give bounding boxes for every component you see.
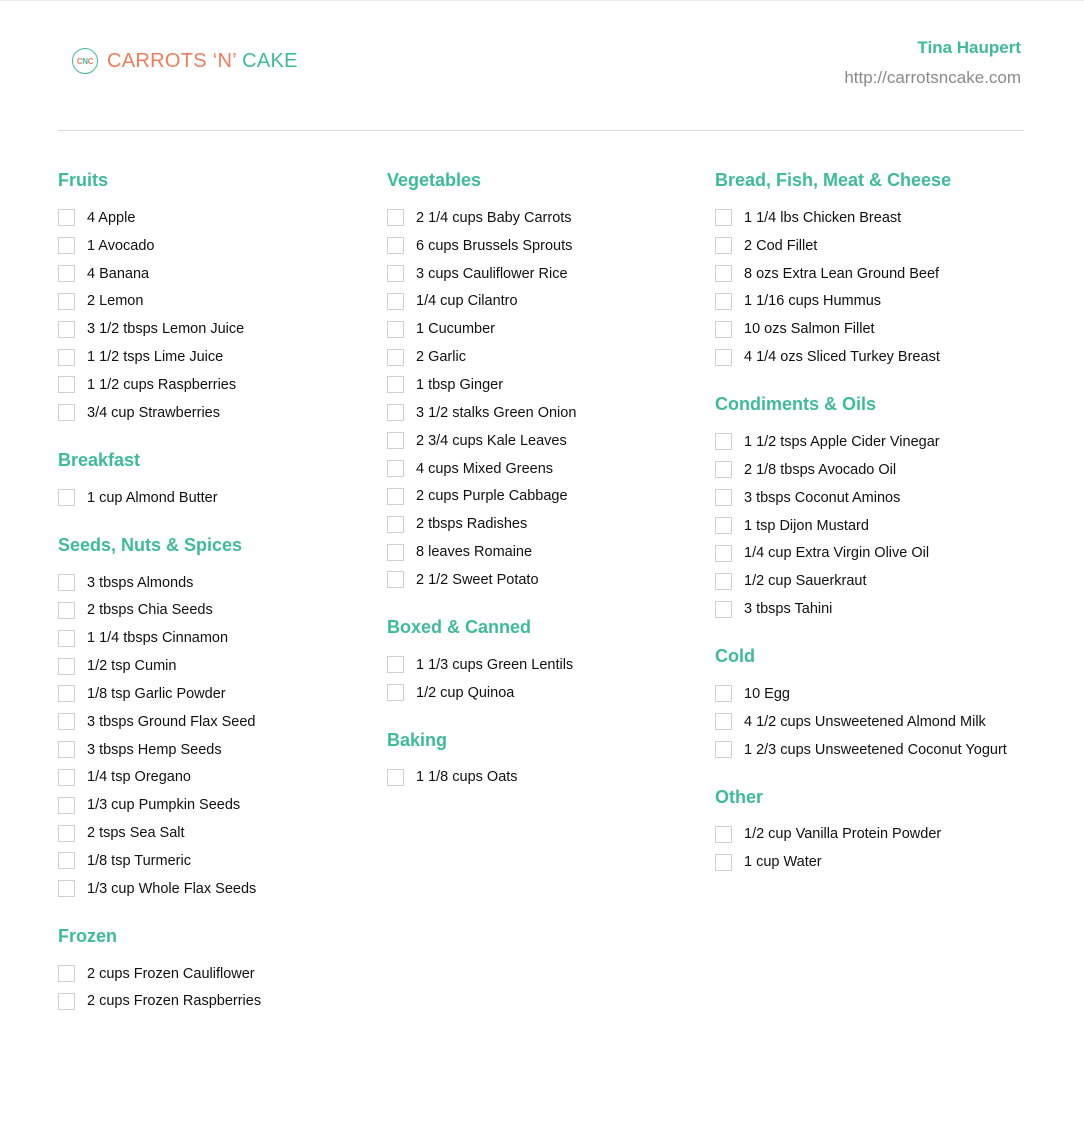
item-label: 2 Lemon	[87, 293, 144, 310]
item-checkbox[interactable]	[715, 601, 732, 618]
list-item[interactable]	[58, 569, 378, 597]
category-section	[715, 167, 1035, 371]
list-item[interactable]	[387, 764, 707, 792]
item-label: 3 tbsps Hemp Seeds	[87, 741, 222, 758]
item-label: 2 tbsps Chia Seeds	[87, 602, 213, 619]
list-item[interactable]	[58, 315, 378, 343]
item-checkbox[interactable]	[387, 432, 404, 449]
item-label: 1/4 tsp Oregano	[87, 769, 191, 786]
category-section	[715, 784, 1035, 877]
item-label: 1/4 cup Extra Virgin Olive Oil	[744, 545, 930, 562]
list-item[interactable]	[715, 848, 1035, 876]
category-section	[387, 167, 707, 594]
item-checkbox[interactable]	[58, 825, 75, 842]
column-3	[715, 167, 1035, 896]
list-item[interactable]	[58, 624, 378, 652]
item-label: 1 1/2 tsps Lime Juice	[87, 349, 224, 366]
category-section	[58, 167, 378, 427]
item-label: 1/3 cup Whole Flax Seeds	[87, 880, 257, 897]
list-item[interactable]	[387, 482, 707, 510]
item-label: 1 Avocado	[87, 237, 155, 254]
item-checkbox[interactable]	[58, 965, 75, 982]
list-item[interactable]	[387, 232, 707, 260]
item-label: 1 1/2 tsps Apple Cider Vinegar	[744, 433, 940, 450]
logo-badge-letter: C	[76, 56, 83, 66]
item-label: 1/8 tsp Turmeric	[87, 852, 191, 869]
list-item[interactable]	[58, 288, 378, 316]
category-section	[58, 532, 378, 903]
item-checkbox[interactable]	[58, 658, 75, 675]
list-item[interactable]	[387, 315, 707, 343]
logo-wordmark	[107, 50, 298, 73]
item-checkbox[interactable]	[58, 797, 75, 814]
category-section	[58, 923, 378, 1016]
column-2	[387, 167, 707, 811]
item-label: 1 tbsp Ginger	[416, 376, 504, 393]
category-section	[387, 727, 707, 792]
item-label: 8 ozs Extra Lean Ground Beef	[744, 265, 940, 282]
item-checkbox[interactable]	[387, 265, 404, 282]
logo-badge-icon	[72, 48, 98, 74]
list-item[interactable]	[58, 260, 378, 288]
item-checkbox[interactable]	[387, 656, 404, 673]
category-heading: Fruits	[58, 170, 109, 190]
list-item[interactable]	[715, 680, 1035, 708]
item-label: 1 1/4 lbs Chicken Breast	[744, 209, 902, 226]
list-item[interactable]	[58, 343, 378, 371]
list-item[interactable]	[387, 427, 707, 455]
item-checkbox[interactable]	[58, 993, 75, 1010]
item-checkbox[interactable]	[387, 488, 404, 505]
header-divider	[58, 130, 1024, 131]
item-checkbox[interactable]	[387, 209, 404, 226]
item-checkbox[interactable]	[715, 685, 732, 702]
item-checkbox[interactable]	[58, 741, 75, 758]
item-checkbox[interactable]	[715, 826, 732, 843]
list-item[interactable]	[58, 232, 378, 260]
item-label: 1/8 tsp Garlic Powder	[87, 685, 226, 702]
item-label: 1 1/8 cups Oats	[416, 769, 518, 786]
item-label: 1 1/4 tbsps Cinnamon	[87, 630, 229, 647]
item-label: 2 cups Purple Cabbage	[416, 488, 568, 505]
list-item[interactable]	[387, 679, 707, 707]
category-heading: Condiments & Oils	[715, 394, 877, 415]
list-item[interactable]	[58, 399, 378, 427]
item-label: 1 2/3 cups Unsweetened Coconut Yogurt	[744, 741, 1007, 758]
list-item[interactable]	[387, 510, 707, 538]
category-heading: Cold	[715, 645, 755, 666]
item-checkbox[interactable]	[387, 237, 404, 254]
item-checkbox[interactable]	[58, 237, 75, 254]
item-checkbox[interactable]	[715, 321, 732, 338]
item-label: 1/4 cup Cilantro	[416, 293, 518, 310]
item-checkbox[interactable]	[387, 376, 404, 393]
item-label: 4 Banana	[87, 265, 150, 282]
list-item[interactable]	[58, 680, 378, 708]
item-checkbox[interactable]	[387, 404, 404, 421]
item-checkbox[interactable]	[58, 574, 75, 591]
item-label: 2 1/8 tbsps Avocado Oil	[744, 461, 897, 478]
list-item[interactable]	[387, 538, 707, 566]
item-label: 10 Egg	[744, 685, 790, 702]
item-checkbox[interactable]	[715, 545, 732, 562]
item-checkbox[interactable]	[715, 265, 732, 282]
category-section	[58, 447, 378, 512]
item-label: 10 ozs Salmon Fillet	[744, 321, 875, 338]
list-item[interactable]	[715, 484, 1035, 512]
item-checkbox[interactable]	[715, 713, 732, 730]
item-checkbox[interactable]	[387, 349, 404, 366]
list-item[interactable]	[715, 428, 1035, 456]
item-label: 2 3/4 cups Kale Leaves	[416, 432, 567, 449]
item-label: 6 cups Brussels Sprouts	[416, 237, 573, 254]
item-label: 1/3 cup Pumpkin Seeds	[87, 797, 241, 814]
item-checkbox[interactable]	[58, 404, 75, 421]
list-item[interactable]	[715, 456, 1035, 484]
list-item[interactable]	[387, 371, 707, 399]
item-checkbox[interactable]	[715, 293, 732, 310]
list-item[interactable]	[387, 204, 707, 232]
list-item[interactable]	[715, 539, 1035, 567]
list-item[interactable]	[58, 708, 378, 736]
list-item[interactable]	[387, 399, 707, 427]
list-item[interactable]	[58, 847, 378, 875]
list-item[interactable]	[715, 204, 1035, 232]
item-label: 1 cup Water	[744, 854, 822, 871]
item-label: 3 tbsps Coconut Aminos	[744, 489, 901, 506]
list-item[interactable]	[387, 288, 707, 316]
item-checkbox[interactable]	[387, 321, 404, 338]
list-item[interactable]	[58, 484, 378, 512]
category-heading: Breakfast	[58, 449, 141, 470]
category-heading: Boxed & Canned	[387, 616, 532, 637]
item-checkbox[interactable]	[58, 602, 75, 619]
item-checkbox[interactable]	[58, 321, 75, 338]
item-label: 4 1/2 cups Unsweetened Almond Milk	[744, 713, 986, 730]
list-item[interactable]	[58, 652, 378, 680]
list-item[interactable]	[58, 791, 378, 819]
item-label: 3 1/2 stalks Green Onion	[416, 404, 577, 421]
category-heading: Frozen	[58, 925, 118, 946]
list-item[interactable]	[387, 260, 707, 288]
item-checkbox[interactable]	[387, 544, 404, 561]
item-checkbox[interactable]	[387, 460, 404, 477]
item-checkbox[interactable]	[715, 461, 732, 478]
item-label: 1/2 cup Sauerkraut	[744, 573, 867, 590]
item-checkbox[interactable]	[58, 852, 75, 869]
item-checkbox[interactable]	[58, 880, 75, 897]
item-label: 1 tsp Dijon Mustard	[744, 517, 869, 534]
list-item[interactable]	[715, 315, 1035, 343]
item-checkbox[interactable]	[58, 265, 75, 282]
item-checkbox[interactable]	[58, 376, 75, 393]
item-checkbox[interactable]	[58, 349, 75, 366]
item-checkbox[interactable]	[58, 489, 75, 506]
item-label: 2 tsps Sea Salt	[87, 825, 185, 842]
author-block	[844, 37, 1021, 89]
category-heading: Seeds, Nuts & Spices	[58, 534, 243, 555]
list-item[interactable]	[715, 288, 1035, 316]
item-checkbox[interactable]	[58, 293, 75, 310]
brand-logo[interactable]	[72, 45, 298, 77]
list-item[interactable]	[715, 343, 1035, 371]
item-checkbox[interactable]	[387, 293, 404, 310]
item-label: 1/2 cup Vanilla Protein Powder	[744, 826, 942, 843]
list-item[interactable]	[715, 567, 1035, 595]
list-item[interactable]	[58, 960, 378, 988]
item-checkbox[interactable]	[387, 769, 404, 786]
category-heading: Bread, Fish, Meat & Cheese	[715, 170, 952, 190]
list-item[interactable]	[58, 988, 378, 1016]
list-item[interactable]	[58, 371, 378, 399]
logo-badge-letter: C	[87, 56, 94, 66]
item-checkbox[interactable]	[715, 209, 732, 226]
list-item[interactable]	[58, 596, 378, 624]
item-checkbox[interactable]	[715, 237, 732, 254]
top-border	[0, 0, 1084, 1]
item-label: 2 Garlic	[416, 349, 466, 366]
list-item[interactable]	[715, 708, 1035, 736]
item-checkbox[interactable]	[58, 209, 75, 226]
category-heading: Vegetables	[387, 170, 482, 190]
category-heading: Baking	[387, 729, 448, 750]
item-label: 1 cup Almond Butter	[87, 489, 218, 506]
item-label: 3 tbsps Ground Flax Seed	[87, 713, 256, 730]
item-checkbox[interactable]	[387, 516, 404, 533]
item-label: 1 1/2 cups Raspberries	[87, 376, 237, 393]
logo-word: CAKE	[242, 49, 298, 72]
logo-word: ‘N’	[212, 49, 237, 72]
item-label: 2 1/2 Sweet Potato	[416, 571, 539, 588]
item-checkbox[interactable]	[58, 630, 75, 647]
item-label: 3/4 cup Strawberries	[87, 404, 220, 421]
item-label: 3 tbsps Tahini	[744, 601, 833, 618]
item-checkbox[interactable]	[715, 573, 732, 590]
item-checkbox[interactable]	[715, 517, 732, 534]
category-heading: Other	[715, 786, 764, 807]
column-1	[58, 167, 378, 1035]
list-item[interactable]	[387, 455, 707, 483]
item-label: 1 1/3 cups Green Lentils	[416, 656, 574, 673]
item-label: 8 leaves Romaine	[416, 544, 533, 561]
list-item[interactable]	[715, 595, 1035, 623]
list-item[interactable]	[715, 736, 1035, 764]
item-label: 1/2 cup Quinoa	[416, 684, 515, 701]
item-label: 1 1/16 cups Hummus	[744, 293, 882, 310]
list-item[interactable]	[715, 260, 1035, 288]
author-url-link[interactable]: http://carrotsncake.com	[844, 68, 1021, 87]
item-label: 4 cups Mixed Greens	[416, 460, 554, 477]
item-label: 3 1/2 tbsps Lemon Juice	[87, 321, 245, 338]
list-item[interactable]	[58, 736, 378, 764]
list-item[interactable]	[715, 512, 1035, 540]
category-section	[715, 391, 1035, 623]
item-label: 3 tbsps Almonds	[87, 574, 194, 591]
item-label: 1 Cucumber	[416, 321, 495, 338]
item-checkbox[interactable]	[58, 769, 75, 786]
item-checkbox[interactable]	[715, 741, 732, 758]
logo-word: CARROTS	[107, 49, 207, 72]
item-label: 4 1/4 ozs Sliced Turkey Breast	[744, 349, 940, 366]
list-item[interactable]	[387, 651, 707, 679]
list-item[interactable]	[58, 819, 378, 847]
item-label: 2 tbsps Radishes	[416, 516, 528, 533]
item-checkbox[interactable]	[58, 713, 75, 730]
item-label: 2 1/4 cups Baby Carrots	[416, 209, 572, 226]
item-checkbox[interactable]	[715, 433, 732, 450]
item-label: 1/2 tsp Cumin	[87, 658, 177, 675]
category-section	[387, 614, 707, 707]
item-label: 3 cups Cauliflower Rice	[416, 265, 568, 282]
list-item[interactable]	[387, 343, 707, 371]
item-checkbox[interactable]	[715, 489, 732, 506]
list-item[interactable]	[715, 232, 1035, 260]
item-label: 2 Cod Fillet	[744, 237, 818, 254]
item-checkbox[interactable]	[58, 685, 75, 702]
list-item[interactable]	[387, 566, 707, 594]
list-item[interactable]	[58, 204, 378, 232]
item-checkbox[interactable]	[715, 349, 732, 366]
list-item[interactable]	[715, 821, 1035, 849]
item-checkbox[interactable]	[387, 571, 404, 588]
item-label: 2 cups Frozen Raspberries	[87, 993, 262, 1010]
list-item[interactable]	[58, 764, 378, 792]
logo-badge-letter: N	[82, 56, 88, 66]
list-item[interactable]	[58, 875, 378, 903]
category-section	[715, 643, 1035, 764]
author-name: Tina Haupert	[917, 38, 1021, 57]
item-checkbox[interactable]	[387, 684, 404, 701]
item-label: 4 Apple	[87, 209, 136, 226]
item-label: 2 cups Frozen Cauliflower	[87, 965, 255, 982]
item-checkbox[interactable]	[715, 854, 732, 871]
